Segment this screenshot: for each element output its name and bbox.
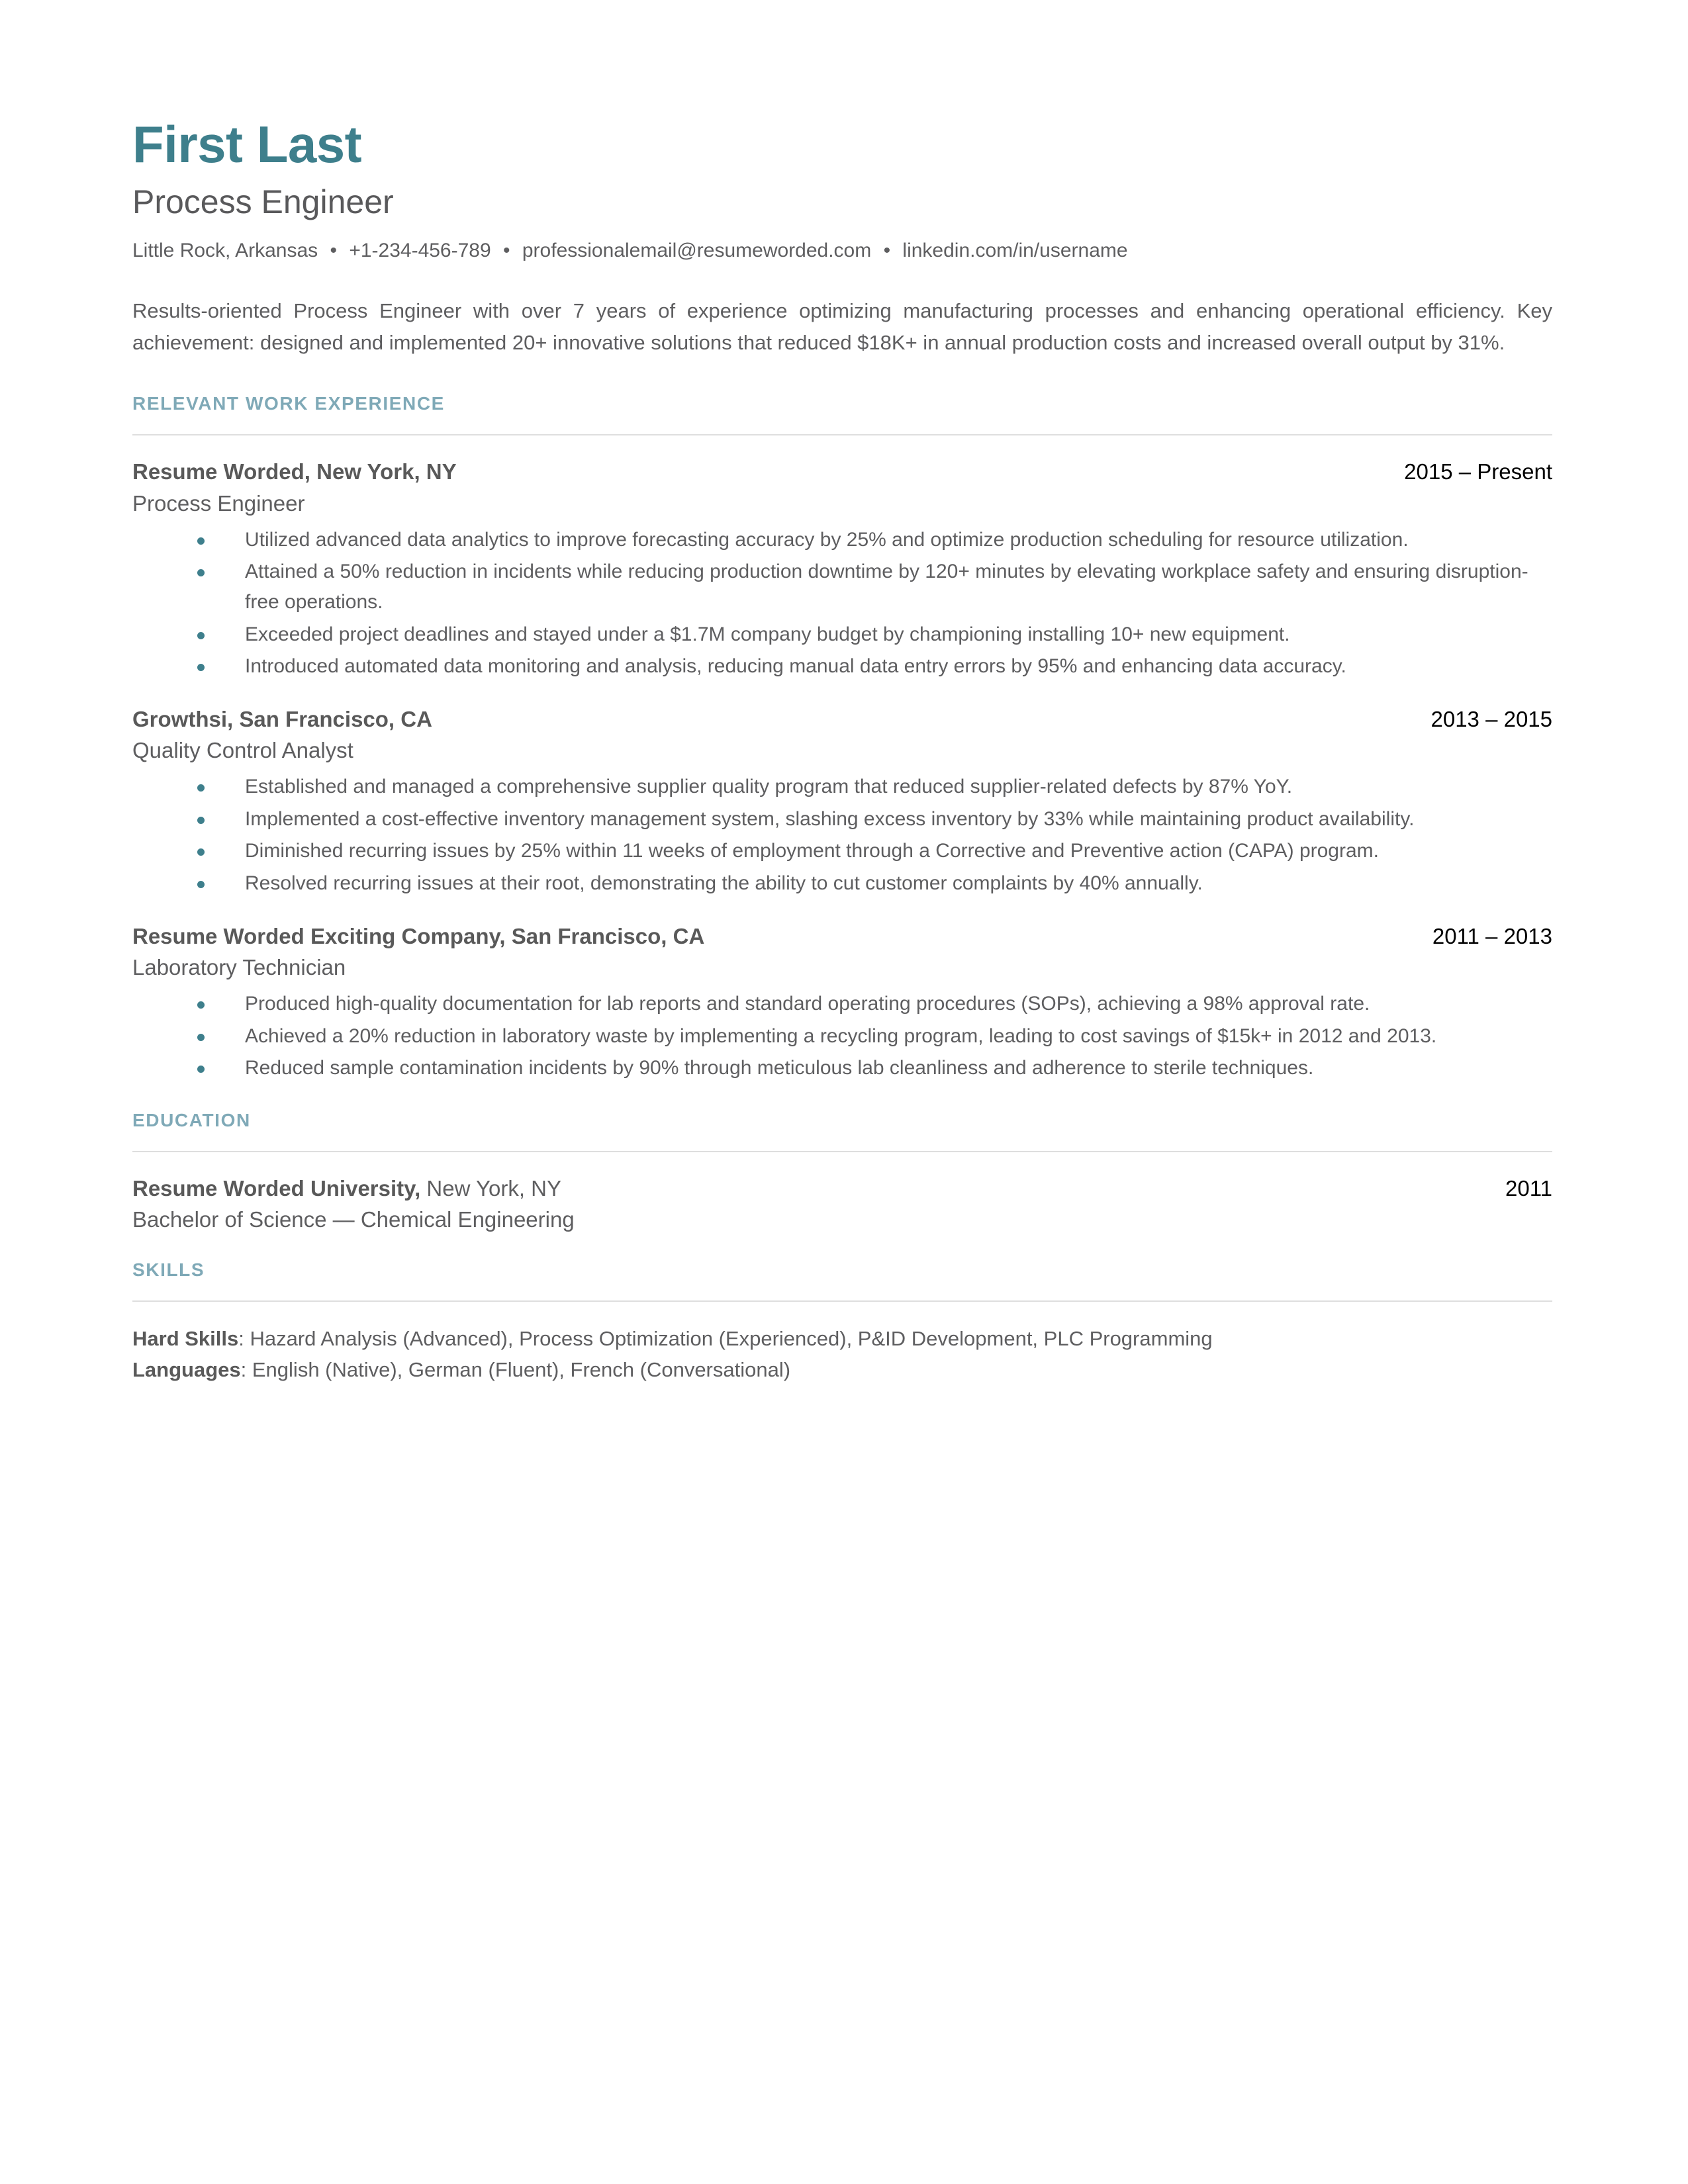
list-item: Established and managed a comprehensive supplier quality program that reduced supplier-related defects by 87% YoY. [197,772,1552,802]
section-education [132,1110,1552,1234]
experience-organization: Resume Worded, New York, NY [132,459,457,484]
section-heading-skills: SKILLS [132,1259,205,1281]
list-item: Achieved a 20% reduction in laboratory waste by implementing a recycling program, leading to cost savings of $15k+ in 2012 and 2013. [197,1021,1552,1052]
education-degree: Bachelor of Science — Chemical Engineering [132,1207,575,1232]
resume-header [132,116,1552,359]
section-work-experience [132,393,1552,1083]
list-item: Introduced automated data monitoring and analysis, reducing manual data entry errors by 95% and enhancing data accuracy. [197,651,1552,682]
contact-separator-icon: • [503,240,510,262]
skills-hard-skills-label: Hard Skills [132,1327,239,1351]
experience-entry [132,458,1552,681]
experience-role: Laboratory Technician [132,954,346,979]
experience-role: Quality Control Analyst [132,738,353,763]
experience-entry [132,923,1552,1083]
experience-organization: Resume Worded Exciting Company, San Francisco, CA [132,923,705,948]
candidate-name: First Last [132,115,362,173]
professional-summary: Results-oriented Process Engineer with over 7 years of experience optimizing manufacturing processes and enhancing operational efficiency. Key achievement: designed and implemented 20+ innovative solutions that reduced $18K+ in annual production costs and increased overall output by 31%. [132,299,1552,355]
experience-bullet-list [132,525,1552,682]
contact-phone[interactable]: +1-234-456-789 [349,240,491,262]
experience-entry [132,705,1552,899]
contact-email[interactable]: professionalemail@resumeworded.com [522,240,872,262]
list-item: Utilized advanced data analytics to improve forecasting accuracy by 25% and optimize production scheduling for resource utilization. [197,525,1552,555]
skills-languages-value: : English (Native), German (Fluent), French (Conversational) [240,1358,791,1382]
section-divider [132,1300,1552,1302]
experience-organization: Growthsi, San Francisco, CA [132,706,432,731]
section-heading-experience: RELEVANT WORK EXPERIENCE [132,393,445,414]
experience-bullet-list [132,989,1552,1083]
contact-line [132,238,1552,263]
list-item: Attained a 50% reduction in incidents while reducing production downtime by 120+ minutes by elevating workplace safety and ensuring disruption-free operations. [197,557,1552,617]
education-entry [132,1175,1552,1234]
skills-hard-skills-line [132,1324,1552,1354]
experience-dates: 2011 – 2013 [1432,923,1552,948]
list-item: Exceeded project deadlines and stayed under a $1.7M company budget by championing installing 10+ new equipment. [197,619,1552,650]
education-school-name: Resume Worded University, [132,1175,421,1201]
experience-entry-header [132,458,1552,485]
list-item: Resolved recurring issues at their root, demonstrating the ability to cut customer complaints by 40% annually. [197,868,1552,899]
education-school [132,1175,561,1202]
list-item: Implemented a cost-effective inventory management system, slashing excess inventory by 33% while maintaining product availability. [197,804,1552,835]
contact-separator-icon: • [330,240,337,262]
contact-location: Little Rock, Arkansas [132,240,318,262]
education-entry-header [132,1175,1552,1202]
section-divider [132,1151,1552,1152]
education-school-location: New York, NY [420,1175,562,1201]
section-skills [132,1259,1552,1385]
experience-bullet-list [132,772,1552,898]
skills-languages-label: Languages [132,1358,241,1382]
section-divider [132,434,1552,435]
list-item: Produced high-quality documentation for lab reports and standard operating procedures (SOPs), achieving a 98% approval rate. [197,989,1552,1019]
candidate-job-title: Process Engineer [132,183,394,221]
experience-role: Process Engineer [132,490,305,516]
experience-entry-header [132,923,1552,950]
skills-hard-skills-value: : Hazard Analysis (Advanced), Process Optimization (Experienced), P&ID Development, PLC Programming [238,1327,1213,1351]
experience-entry-header [132,705,1552,733]
section-heading-education: EDUCATION [132,1109,251,1130]
education-year: 2011 [1505,1175,1552,1201]
skills-languages-line [132,1355,1552,1385]
experience-dates: 2013 – 2015 [1430,706,1552,731]
list-item: Reduced sample contamination incidents by 90% through meticulous lab cleanliness and adherence to sterile techniques. [197,1053,1552,1083]
contact-separator-icon: • [883,240,891,262]
contact-linkedin[interactable]: linkedin.com/in/username [902,240,1128,262]
list-item: Diminished recurring issues by 25% within 11 weeks of employment through a Corrective and Preventive action (CAPA) program. [197,836,1552,866]
experience-dates: 2015 – Present [1404,459,1552,484]
